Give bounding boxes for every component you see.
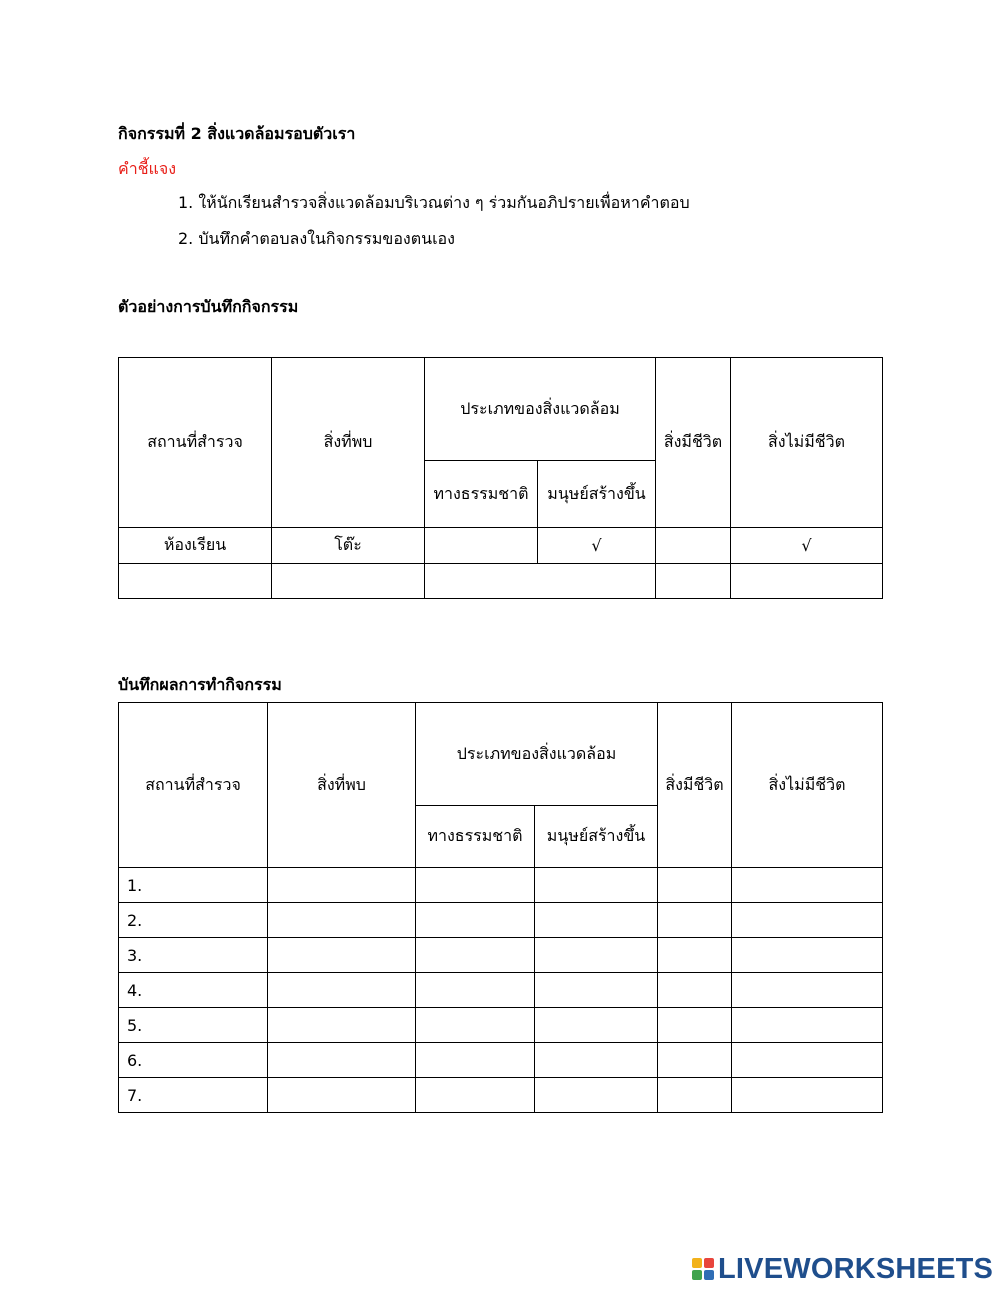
example-natural bbox=[425, 528, 538, 564]
header-found: สิ่งที่พบ bbox=[272, 358, 425, 528]
answer-cell[interactable] bbox=[416, 938, 535, 973]
header-env-type: ประเภทของสิ่งแวดล้อม bbox=[416, 703, 658, 806]
row-number: 3. bbox=[119, 938, 268, 973]
answer-cell[interactable] bbox=[732, 1043, 883, 1078]
example-table bbox=[118, 357, 883, 599]
activity-title: กิจกรรมที่ 2 สิ่งแวดล้อมรอบตัวเรา bbox=[118, 124, 356, 143]
header-natural: ทางธรรมชาติ bbox=[425, 461, 538, 528]
answer-cell[interactable] bbox=[268, 938, 416, 973]
answer-cell[interactable] bbox=[658, 1043, 732, 1078]
answer-cell[interactable] bbox=[732, 938, 883, 973]
example-blank-row bbox=[119, 564, 883, 599]
blank-cell[interactable] bbox=[119, 564, 272, 599]
answer-cell[interactable] bbox=[732, 973, 883, 1008]
answer-cell[interactable] bbox=[535, 1043, 658, 1078]
row-number: 7. bbox=[119, 1078, 268, 1113]
table-row bbox=[119, 1078, 883, 1113]
answer-cell[interactable] bbox=[535, 938, 658, 973]
example-section-title: ตัวอย่างการบันทึกกิจกรรม bbox=[118, 297, 299, 316]
table-row bbox=[119, 1043, 883, 1078]
answer-cell[interactable] bbox=[268, 973, 416, 1008]
header-env-type: ประเภทของสิ่งแวดล้อม bbox=[425, 358, 656, 461]
table-row bbox=[119, 903, 883, 938]
example-living bbox=[656, 528, 731, 564]
answer-cell[interactable] bbox=[658, 903, 732, 938]
row-number: 2. bbox=[119, 903, 268, 938]
brand-name: LIVEWORKSHEETS bbox=[718, 1252, 994, 1285]
example-place: ห้องเรียน bbox=[119, 528, 272, 564]
answer-cell[interactable] bbox=[732, 1078, 883, 1113]
answer-cell[interactable] bbox=[268, 903, 416, 938]
answer-cell[interactable] bbox=[732, 868, 883, 903]
header-living: สิ่งมีชีวิต bbox=[656, 358, 731, 528]
liveworksheets-logo bbox=[692, 1254, 993, 1284]
answer-cell[interactable] bbox=[268, 868, 416, 903]
logo-square bbox=[692, 1258, 702, 1268]
answer-cell[interactable] bbox=[658, 973, 732, 1008]
row-number: 6. bbox=[119, 1043, 268, 1078]
header-place: สถานที่สำรวจ bbox=[119, 358, 272, 528]
logo-square bbox=[704, 1270, 714, 1280]
answer-cell[interactable] bbox=[658, 1008, 732, 1043]
record-section-title: บันทึกผลการทำกิจกรรม bbox=[118, 675, 282, 694]
answer-cell[interactable] bbox=[658, 868, 732, 903]
answer-cell[interactable] bbox=[268, 1008, 416, 1043]
example-row bbox=[119, 528, 883, 564]
answer-cell[interactable] bbox=[416, 903, 535, 938]
answer-cell[interactable] bbox=[658, 938, 732, 973]
logo-square bbox=[704, 1258, 714, 1268]
table-row bbox=[119, 1008, 883, 1043]
answer-cell[interactable] bbox=[535, 868, 658, 903]
header-non-living: สิ่งไม่มีชีวิต bbox=[732, 703, 883, 868]
blank-cell[interactable] bbox=[272, 564, 425, 599]
record-table bbox=[118, 702, 883, 1113]
answer-cell[interactable] bbox=[268, 1078, 416, 1113]
table-row bbox=[119, 973, 883, 1008]
header-found: สิ่งที่พบ bbox=[268, 703, 416, 868]
instruction-step-2: 2. บันทึกคำตอบลงในกิจกรรมของตนเอง bbox=[178, 229, 455, 248]
header-non-living: สิ่งไม่มีชีวิต bbox=[731, 358, 883, 528]
example-non-living: √ bbox=[731, 528, 883, 564]
table-row bbox=[119, 868, 883, 903]
example-found: โต๊ะ bbox=[272, 528, 425, 564]
answer-cell[interactable] bbox=[268, 1043, 416, 1078]
answer-cell[interactable] bbox=[535, 1008, 658, 1043]
logo-square bbox=[692, 1270, 702, 1280]
answer-cell[interactable] bbox=[535, 903, 658, 938]
header-place: สถานที่สำรวจ bbox=[119, 703, 268, 868]
logo-mark-icon bbox=[692, 1258, 714, 1280]
answer-cell[interactable] bbox=[416, 1008, 535, 1043]
instruction-label: คำชี้แจง bbox=[118, 159, 177, 178]
table-row bbox=[119, 938, 883, 973]
blank-cell[interactable] bbox=[425, 564, 656, 599]
answer-cell[interactable] bbox=[416, 1078, 535, 1113]
row-number: 4. bbox=[119, 973, 268, 1008]
answer-cell[interactable] bbox=[416, 1043, 535, 1078]
answer-cell[interactable] bbox=[416, 868, 535, 903]
header-natural: ทางธรรมชาติ bbox=[416, 806, 535, 868]
blank-cell[interactable] bbox=[656, 564, 731, 599]
header-man-made: มนุษย์สร้างขึ้น bbox=[535, 806, 658, 868]
blank-cell[interactable] bbox=[731, 564, 883, 599]
header-man-made: มนุษย์สร้างขึ้น bbox=[538, 461, 656, 528]
header-living: สิ่งมีชีวิต bbox=[658, 703, 732, 868]
answer-cell[interactable] bbox=[658, 1078, 732, 1113]
answer-cell[interactable] bbox=[535, 1078, 658, 1113]
example-man-made: √ bbox=[538, 528, 656, 564]
answer-cell[interactable] bbox=[732, 903, 883, 938]
answer-cell[interactable] bbox=[732, 1008, 883, 1043]
row-number: 1. bbox=[119, 868, 268, 903]
answer-cell[interactable] bbox=[416, 973, 535, 1008]
instruction-step-1: 1. ให้นักเรียนสำรวจสิ่งแวดล้อมบริเวณต่าง ๆ ร่วมกันอภิปรายเพื่อหาคำตอบ bbox=[178, 193, 690, 212]
row-number: 5. bbox=[119, 1008, 268, 1043]
answer-cell[interactable] bbox=[535, 973, 658, 1008]
